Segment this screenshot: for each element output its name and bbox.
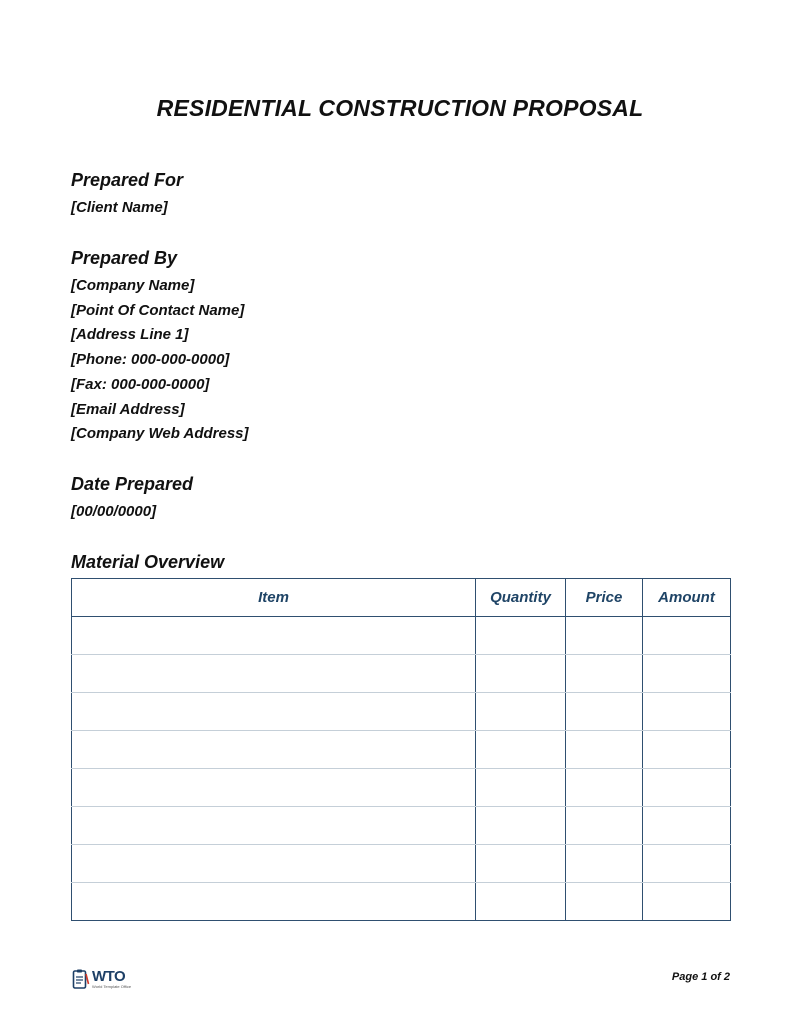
table-row <box>72 807 731 845</box>
quantity-cell[interactable] <box>476 731 566 769</box>
point-of-contact-name: [Point Of Contact Name] <box>71 301 245 319</box>
quantity-cell[interactable] <box>476 655 566 693</box>
price-cell[interactable] <box>566 807 643 845</box>
table-row <box>72 883 731 921</box>
item-cell[interactable] <box>72 769 476 807</box>
table-row <box>72 769 731 807</box>
clipboard-icon <box>72 968 90 990</box>
column-header-quantity: Quantity <box>476 579 566 617</box>
table-row <box>72 617 731 655</box>
price-cell[interactable] <box>566 731 643 769</box>
email-address: [Email Address] <box>71 400 185 418</box>
material-overview-heading: Material Overview <box>71 552 225 572</box>
wto-logo <box>72 968 132 992</box>
prepared-by-section <box>71 246 249 447</box>
amount-cell[interactable] <box>643 807 731 845</box>
item-cell[interactable] <box>72 655 476 693</box>
prepared-by-heading: Prepared By <box>71 248 178 268</box>
date-prepared-section <box>71 472 193 525</box>
item-cell[interactable] <box>72 617 476 655</box>
quantity-cell[interactable] <box>476 845 566 883</box>
column-header-amount: Amount <box>643 579 731 617</box>
table-row <box>72 731 731 769</box>
amount-cell[interactable] <box>643 731 731 769</box>
fax: [Fax: 000-000-0000] <box>71 375 210 393</box>
price-cell[interactable] <box>566 845 643 883</box>
table-row <box>72 845 731 883</box>
item-cell[interactable] <box>72 845 476 883</box>
quantity-cell[interactable] <box>476 769 566 807</box>
quantity-cell[interactable] <box>476 883 566 921</box>
material-overview-table <box>71 578 731 921</box>
price-cell[interactable] <box>566 693 643 731</box>
client-name: [Client Name] <box>71 199 168 216</box>
amount-cell[interactable] <box>643 617 731 655</box>
material-overview-section <box>71 550 224 574</box>
company-web-address: [Company Web Address] <box>71 425 249 443</box>
address-line-1: [Address Line 1] <box>71 326 189 344</box>
item-cell[interactable] <box>72 807 476 845</box>
table-header-row <box>72 579 731 617</box>
phone: [Phone: 000-000-0000] <box>71 351 230 369</box>
prepared-for-section <box>71 168 183 221</box>
table-row <box>72 693 731 731</box>
table-row <box>72 655 731 693</box>
company-name: [Company Name] <box>71 277 195 294</box>
price-cell[interactable] <box>566 617 643 655</box>
item-cell[interactable] <box>72 693 476 731</box>
logo-tagline: World Template Office <box>92 984 132 989</box>
page-number: Page 1 of 2 <box>671 971 730 983</box>
price-cell[interactable] <box>566 883 643 921</box>
amount-cell[interactable] <box>643 693 731 731</box>
prepared-for-heading: Prepared For <box>71 170 184 190</box>
date-prepared-value: [00/00/0000] <box>71 503 157 520</box>
item-cell[interactable] <box>72 883 476 921</box>
amount-cell[interactable] <box>643 655 731 693</box>
price-cell[interactable] <box>566 655 643 693</box>
column-header-price: Price <box>566 579 643 617</box>
item-cell[interactable] <box>72 731 476 769</box>
date-prepared-heading: Date Prepared <box>71 474 194 494</box>
column-header-item: Item <box>72 579 476 617</box>
page-title: RESIDENTIAL CONSTRUCTION PROPOSAL <box>156 95 644 121</box>
quantity-cell[interactable] <box>476 807 566 845</box>
quantity-cell[interactable] <box>476 617 566 655</box>
logo-text: WTO <box>92 968 126 985</box>
price-cell[interactable] <box>566 769 643 807</box>
amount-cell[interactable] <box>643 845 731 883</box>
quantity-cell[interactable] <box>476 693 566 731</box>
amount-cell[interactable] <box>643 769 731 807</box>
amount-cell[interactable] <box>643 883 731 921</box>
